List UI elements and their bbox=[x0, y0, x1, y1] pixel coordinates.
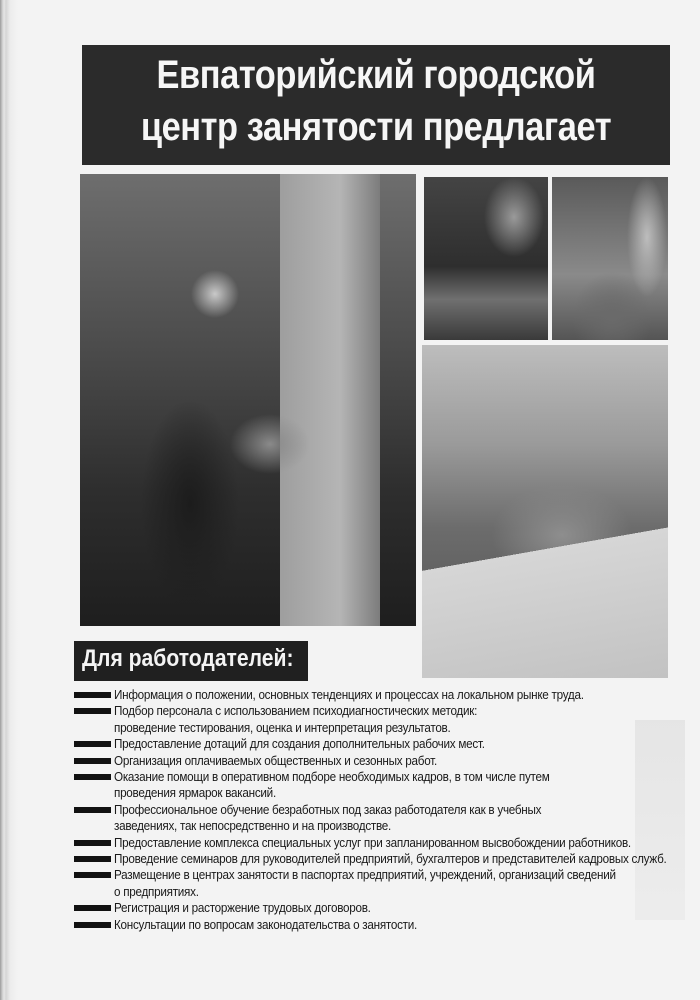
bar-bullet-icon bbox=[74, 807, 111, 813]
bar-bullet-icon bbox=[74, 872, 111, 878]
bar-bullet-icon bbox=[74, 708, 111, 714]
list-item: Регистрация и расторжение трудовых договоров. bbox=[74, 900, 674, 916]
bar-bullet-icon bbox=[74, 758, 111, 764]
bar-bullet-icon bbox=[74, 840, 111, 846]
title-line-1: Евпаторийский городской bbox=[156, 53, 596, 97]
page-spine-shadow bbox=[0, 0, 18, 1000]
list-item: Информация о положении, основных тенденциях и процессах на локальном рынке труда. bbox=[74, 687, 674, 703]
section-heading: Для работодателей: bbox=[82, 645, 294, 672]
list-item: Предоставление комплекса специальных услуг при запланированном высвобождении работников. bbox=[74, 835, 674, 851]
photo-sewing-workshop bbox=[422, 345, 668, 678]
bar-bullet-icon bbox=[74, 856, 111, 862]
title-banner bbox=[82, 45, 670, 165]
photo-workshop-woman bbox=[424, 177, 548, 340]
photo-drill-press-worker bbox=[80, 174, 416, 626]
bar-bullet-icon bbox=[74, 692, 111, 698]
list-item: Консультации по вопросам законодательства о занятости. bbox=[74, 917, 674, 933]
bar-bullet-icon bbox=[74, 741, 111, 747]
bar-bullet-icon bbox=[74, 922, 111, 928]
list-item: Профессиональное обучение безработных под заказ работодателя как в учебных заведениях, так непосредственно и на производстве. bbox=[74, 802, 674, 835]
list-item: Подбор персонала с использованием психодиагностических методик: проведение тестирования, оценка и интерпретация результатов. bbox=[74, 703, 674, 736]
list-item: Проведение семинаров для руководителей предприятий, бухгалтеров и представителей кадровых служб. bbox=[74, 851, 674, 867]
title-line-2: центр занятости предлагает bbox=[140, 105, 612, 149]
list-item: Организация оплачиваемых общественных и сезонных работ. bbox=[74, 753, 674, 769]
photo-hairdresser bbox=[552, 177, 668, 340]
list-item: Предоставление дотаций для создания дополнительных рабочих мест. bbox=[74, 736, 674, 752]
bar-bullet-icon bbox=[74, 905, 111, 911]
bar-bullet-icon bbox=[74, 774, 111, 780]
services-list bbox=[74, 687, 674, 933]
list-item: Размещение в центрах занятости в паспортах предприятий, учреждений, организаций сведений о предприятиях. bbox=[74, 867, 674, 900]
section-heading-banner bbox=[74, 641, 308, 681]
list-item: Оказание помощи в оперативном подборе необходимых кадров, в том числе путем проведения ярмарок вакансий. bbox=[74, 769, 674, 802]
